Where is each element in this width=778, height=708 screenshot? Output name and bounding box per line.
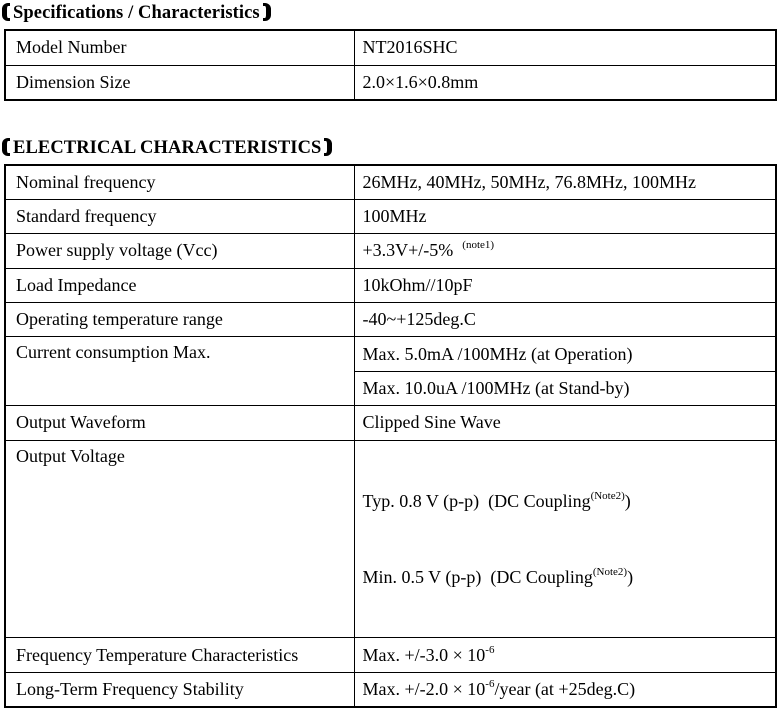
row-label: Output Waveform xyxy=(5,406,354,440)
row-value: Max. 5.0mA /100MHz (at Operation) xyxy=(354,337,776,371)
table-row xyxy=(5,65,776,100)
row-label: Output Voltage xyxy=(5,440,354,638)
table-row xyxy=(5,672,776,706)
table-row xyxy=(5,234,776,268)
spec-heading xyxy=(2,3,778,24)
row-value: -40~+125deg.C xyxy=(354,303,776,337)
row-value: 2.0×1.6×0.8mm xyxy=(354,65,776,100)
row-label: Model Number xyxy=(5,30,354,65)
table-row xyxy=(5,638,776,672)
row-label: Standard frequency xyxy=(5,199,354,233)
table-row xyxy=(5,440,776,638)
left-lenticular-bracket-icon xyxy=(2,138,10,156)
row-label: Frequency Temperature Characteristics xyxy=(5,638,354,672)
table-row xyxy=(5,199,776,233)
electrical-heading-text: ELECTRICAL CHARACTERISTICS xyxy=(13,138,322,158)
right-lenticular-bracket-icon xyxy=(324,138,332,156)
row-value: Max. $+/-3.0 \times 10^{-6}$ xyxy=(354,638,776,672)
row-label: Current consumption Max. xyxy=(5,337,354,406)
row-value-line: Min. 0.5 V (p-p) (DC Coupling$^{(Note2)}$) xyxy=(362,566,638,588)
row-label: Load Impedance xyxy=(5,268,354,302)
row-value: 26MHz, 40MHz, 50MHz, 76.8MHz, 100MHz xyxy=(354,165,776,199)
row-value xyxy=(354,440,776,638)
row-label: Power supply voltage (Vcc) xyxy=(5,234,354,268)
table-row xyxy=(5,303,776,337)
electrical-heading xyxy=(2,138,778,159)
row-value: NT2016SHC xyxy=(354,30,776,65)
specs-table xyxy=(4,29,777,101)
row-value-line: Typ. 0.8 V (p-p) (DC Coupling$^{(Note2)}$) xyxy=(362,489,636,511)
table-row xyxy=(5,165,776,199)
row-value: +3.3V+/-5% $^{(note1)}$ xyxy=(354,234,776,268)
row-label: Dimension Size xyxy=(5,65,354,100)
table-row xyxy=(5,268,776,302)
table-row xyxy=(5,337,776,371)
right-lenticular-bracket-icon xyxy=(263,3,271,21)
electrical-table xyxy=(4,164,777,708)
row-label: Nominal frequency xyxy=(5,165,354,199)
row-value: Max. 10.0uA /100MHz (at Stand-by) xyxy=(354,371,776,405)
row-value: Clipped Sine Wave xyxy=(354,406,776,440)
spec-heading-text: Specifications / Characteristics xyxy=(13,3,260,23)
row-label: Long-Term Frequency Stability xyxy=(5,672,354,706)
row-value: Max. $+/-2.0 \times 10^{-6}$/year (at +25deg.C) xyxy=(354,672,776,706)
row-value: 100MHz xyxy=(354,199,776,233)
table-row xyxy=(5,406,776,440)
row-label: Operating temperature range xyxy=(5,303,354,337)
left-lenticular-bracket-icon xyxy=(2,3,10,21)
row-value: 10kOhm//10pF xyxy=(354,268,776,302)
table-row xyxy=(5,30,776,65)
